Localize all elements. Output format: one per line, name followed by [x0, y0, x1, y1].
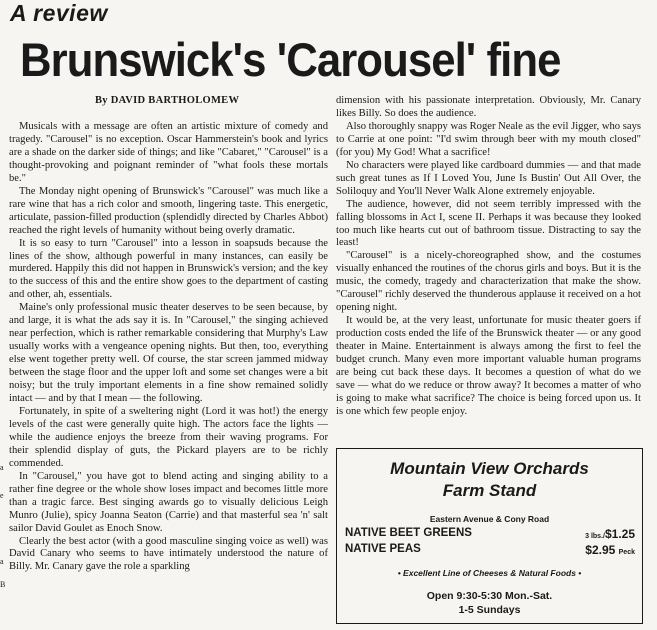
farm-stand-advertisement: [336, 448, 643, 624]
ad-item-price: [585, 543, 635, 557]
ad-item-name: NATIVE BEET GREENS: [345, 527, 472, 539]
paragraph: It would be, at the very least, unfortunate for music theater goers if production costs ended the life of the Brunswick theater — or any good theater in Maine. Entertainment is always among the first to feel the budget crunch. Many even more important valuable human programs are being cut back these days. It becomes a question of what do we save — what do we reduce or throw away? It becomes a matter of who is going to make what sacrifice? The choice is being forced upon us. It is one which few people enjoy.: [336, 315, 641, 417]
margin-mark: a: [0, 557, 4, 566]
headline: Brunswick's 'Carousel' fine: [20, 33, 561, 86]
ad-tagline: • Excellent Line of Cheeses & Natural Foods •: [397, 568, 582, 578]
paragraph: dimension with his passionate interpretation. Obviously, Mr. Canary likes Billy. So does the audience.: [336, 95, 641, 119]
margin-mark: e: [0, 491, 4, 500]
paragraph: "Carousel" is a nicely-choreographed show, and the costumes visually enhanced the routines of the chorus girls and boys. But it is the music, the comedy, tragedy and characterization that make the show. "Carousel" richly deserved the thunderous applause it received on a hot opening night.: [336, 250, 641, 314]
paragraph: Musicals with a message are often an artistic mixture of comedy and tragedy. "Carousel" is no exception. Oscar Hammerstein's book and lyrics are a shade on the darker side of things; and like "Cabaret," "Carousel" is a thought-provoking and poignant reminder of "what fools these mortals be.": [9, 121, 328, 184]
paragraph: Maine's only professional music theater deserves to be seen because, by and large, it is what the ads say it is. In "Carousel," the singing achieved near perfection, which is rather remarkable considering that Murphy's Law usually works with a vengeance opening nights. But then, too, everything else went together pretty well. Of course, the star screen jammed midway between the stage floor and the upper loft and some set changes were a bit noisy; but the truly important elements in a fine show remained solidly intact — and by that I mean — the following.: [9, 302, 328, 405]
ad-item-price: [585, 527, 635, 541]
article-column-1: [9, 121, 328, 574]
paragraph: Clearly the best actor (with a good masculine singing voice as well) was David Canary who seems to have intimately understood the nature of Billy. Mr. Canary gave the role a sparkling: [9, 535, 328, 573]
ad-item-name: NATIVE PEAS: [345, 543, 421, 555]
ad-item-unit: Peck: [618, 549, 635, 556]
paragraph: It is so easy to turn "Carousel" into a lesson in soapsuds because the lines of the show, although powerful in many instances, can easily be murdered. Happily this did not happen in Brunswick's version; and the key to the success of this and the entire show goes to the department of casting and other, ah, essentials.: [9, 237, 328, 301]
article-column-2: [336, 95, 641, 419]
ad-price-value: $2.95: [585, 543, 616, 557]
margin-mark: B: [0, 580, 6, 589]
paragraph: The audience, however, did not seem terribly impressed with the falling blossoms in Act I, scene II. Perhaps it was because they looked too much like hearts cut out of bathroom tissue. Distracting to say the least!: [336, 198, 641, 249]
ad-hours-sunday: 1-5 Sundays: [458, 604, 521, 616]
ad-title-line-2: Farm Stand: [442, 481, 537, 500]
ad-item-qty: 3 lbs./: [585, 533, 605, 540]
paragraph: In "Carousel," you have got to blend acting and singing ability to a rather fine degree or the whole show loses impact and becomes little more than a tragic farce. Best singing awards go to visually delicious Leigh Munro (Julie), spicy Joanna Seaton (Carrie) and that masterful sea 'n' salt sailor David Goulet as Enoch Snow.: [9, 470, 328, 534]
paragraph: No characters were played like cardboard dummies — and that made such great tunes as If I Loved You, June Is Bustin' Out All Over, the Soliloquy and You'll Never Walk Alone extremely enjoyable.: [336, 159, 641, 197]
margin-mark: a: [0, 463, 4, 472]
ad-hours-weekday: Open 9:30-5:30 Mon.-Sat.: [426, 590, 553, 602]
byline: By DAVID BARTHOLOMEW: [95, 95, 240, 106]
ad-title-line-1: Mountain View Orchards: [390, 459, 589, 478]
ad-price-value: $1.25: [604, 527, 635, 541]
paragraph: The Monday night opening of Brunswick's "Carousel" was much like a rare wine that has a rich color and smooth, lingering taste. This energetic, articulate, passion-filled production (splendidly directed by Charles Abbot) reached the right levels of humanity without being overly dramatic.: [9, 185, 328, 236]
kicker: A review: [10, 0, 108, 26]
ad-address: Eastern Avenue & Cony Road: [429, 514, 550, 524]
paragraph: Also thoroughly snappy was Roger Neale as the evil Jigger, who says to Carrie at one point: "I'd swim through beer with my mouth closed" (for you) My God! What a sacrifice!: [336, 120, 641, 158]
paragraph: Fortunately, in spite of a sweltering night (Lord it was hot!) the energy levels of the cast were generally quite high. The actors face the lights — while the audience enjoys the breeze from their waving programs. For their splendid display of guts, the Pickard players are to be richly commended.: [9, 405, 328, 469]
